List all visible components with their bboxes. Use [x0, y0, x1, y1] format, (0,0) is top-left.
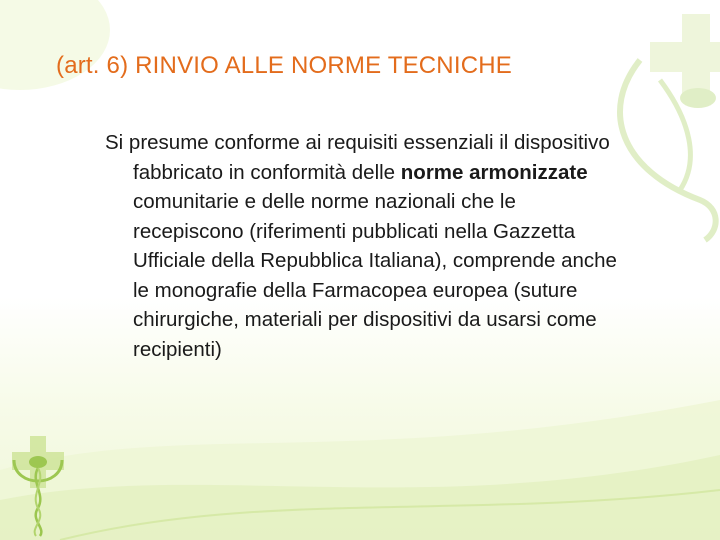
- pharmacy-cross-caduceus-icon: [620, 14, 720, 240]
- slide-title: (art. 6) RINVIO ALLE NORME TECNICHE: [56, 52, 512, 79]
- slide-body: [105, 128, 625, 364]
- paragraph-bold-term: norme armonizzate: [400, 160, 588, 184]
- paragraph-part-2: comunitarie e delle norme nazionali che le recepiscono (riferimenti pubblicati nella Gazzetta Ufficiale della Repubblica Italiana), comprende anche le monografie della Farmacopea europea (suture chirurgiche, materiali per dispositivi da usarsi come recipienti): [133, 190, 617, 361]
- body-paragraph: [105, 128, 625, 364]
- paragraph-part-1: Si presume conforme ai requisiti essenziali il dispositivo fabbricato in conformità delle: [105, 131, 610, 184]
